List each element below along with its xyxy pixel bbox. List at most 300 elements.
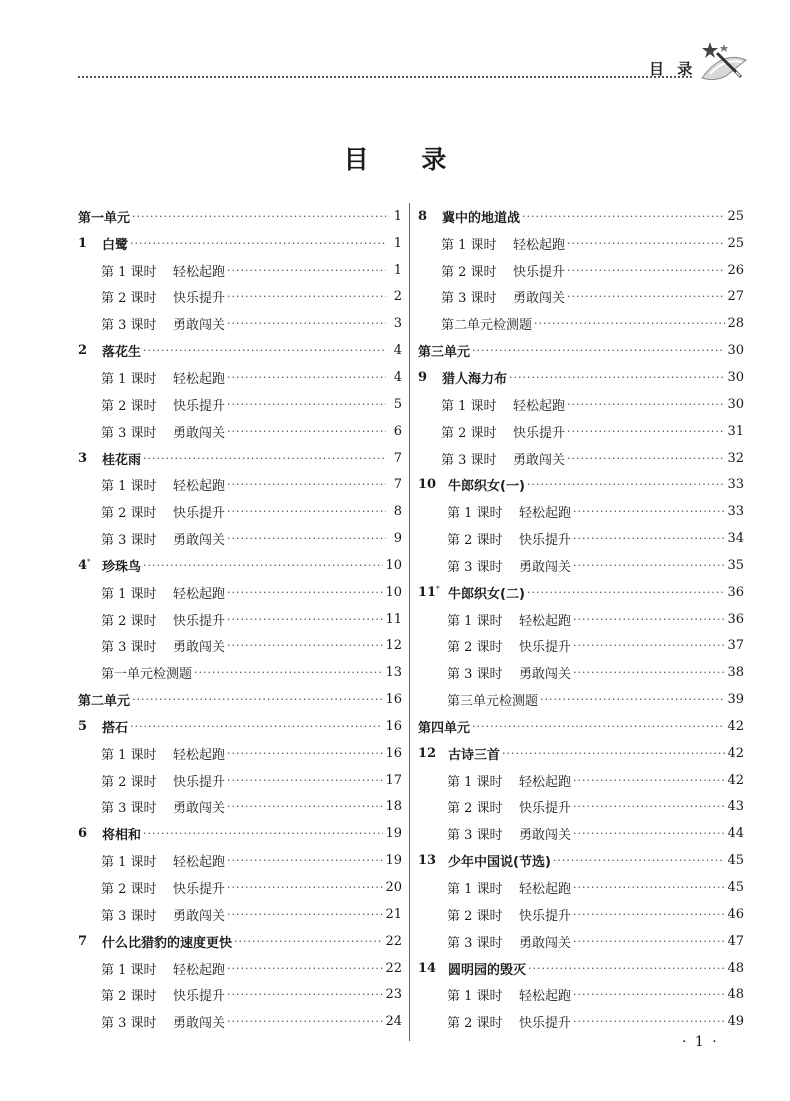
dot-leader [130,720,383,733]
toc-sub-row[interactable] [418,633,744,660]
page-ref: 30 [727,396,744,412]
dot-leader [534,317,725,330]
page-ref: 22 [385,960,402,976]
session-label: 第 3 课时 [101,1016,157,1032]
toc-sub-row[interactable] [78,471,402,498]
toc-lesson-row[interactable] [78,713,402,740]
page-ref: 2 [393,289,402,305]
page-ref: 11 [385,611,402,627]
dot-leader [227,371,386,384]
unit-title: 第四单元 [418,720,471,736]
toc-lesson-row[interactable] [418,364,744,391]
page-ref: 23 [385,987,402,1003]
session-title: 勇敢闯关 [519,935,572,951]
session-label: 第 3 课时 [101,318,157,334]
session-title: 勇敢闯关 [173,533,226,549]
lesson-title: 少年中国说(节选) [448,855,551,871]
optional-star-mark: * [87,557,91,566]
session-label: 第 2 课时 [447,533,503,549]
toc-entry-label [78,261,225,280]
lesson-title: 将相和 [102,828,142,844]
dot-leader [194,666,383,679]
session-label: 第 2 课时 [447,1016,503,1032]
toc-sub-row[interactable] [418,310,744,337]
session-title: 快乐提升 [519,640,572,656]
toc-unit-row[interactable] [418,337,744,364]
toc-sub-row[interactable] [418,981,744,1008]
page-ref: 22 [385,933,402,949]
dot-leader [234,935,383,948]
lesson-title: 冀中的地道战 [442,210,521,226]
session-label: 第 3 课时 [441,291,497,307]
session-label: 第 3 课时 [447,559,503,575]
dot-leader [227,881,383,894]
toc-entry-label [418,610,571,629]
toc-entry-label [78,663,192,682]
page-ref: 6 [393,423,402,439]
page-title: 目 录 [343,145,469,174]
page-ref: 10 [385,584,402,600]
session-title: 第二单元检测题 [441,318,533,334]
toc-sub-row[interactable] [418,606,744,633]
dot-leader [573,639,725,652]
page-ref: 33 [727,504,744,520]
session-label: 第 2 课时 [441,425,497,441]
session-label: 第 2 课时 [441,264,497,280]
page-ref: 16 [385,745,402,761]
lesson-title: 搭石 [102,720,129,736]
lesson-number: 10 [418,477,437,493]
toc-sub-row[interactable] [78,633,402,660]
dot-leader [472,344,725,357]
session-label: 第 1 课时 [101,747,157,763]
dot-leader [567,237,725,250]
dot-leader [227,800,383,813]
page-ref: 45 [727,880,744,896]
session-title: 轻松起跑 [513,237,566,253]
dot-leader [227,639,383,652]
toc-entry-label [78,905,225,924]
toc-lesson-row[interactable] [418,579,744,606]
lesson-number: 5 [78,718,88,734]
lesson-title: 珍珠鸟 [102,559,142,575]
toc-entry-label [78,878,225,897]
session-title: 勇敢闯关 [513,291,566,307]
lesson-title: 古诗三首 [448,747,501,763]
toc-sub-row[interactable] [418,257,744,284]
session-label: 第 2 课时 [101,291,157,307]
toc-entry-label [418,449,565,468]
toc-sub-row[interactable] [418,820,744,847]
session-label: 第 1 课时 [101,855,157,871]
toc-sub-row[interactable] [418,498,744,525]
toc-entry-label [78,610,225,629]
toc-sub-row[interactable] [418,767,744,794]
session-label: 第 3 课时 [101,640,157,656]
session-label: 第 1 课时 [101,586,157,602]
dot-leader [143,559,383,572]
page-ref: 36 [727,584,744,600]
toc-sub-row[interactable] [78,418,402,445]
dot-leader [573,774,725,787]
toc-entry-label [78,690,130,709]
toc-lesson-row[interactable] [418,740,744,767]
toc-entry-label [418,985,571,1004]
session-title: 第三单元检测题 [447,694,539,710]
lesson-title: 圆明园的毁灭 [448,962,527,978]
toc-entry-label [78,556,141,575]
lesson-title: 落花生 [102,345,142,361]
toc-sub-row[interactable] [78,740,402,767]
toc-entry-label [78,744,225,763]
page-ref: 4 [393,343,402,359]
toc-sub-row[interactable] [78,525,402,552]
session-title: 勇敢闯关 [173,640,226,656]
page-ref: 16 [385,718,402,734]
page-ref: 17 [385,772,402,788]
session-title: 轻松起跑 [173,371,226,387]
session-label: 第 1 课时 [447,882,503,898]
page-ref: 1 [393,208,402,224]
session-title: 轻松起跑 [519,774,572,790]
session-label: 第 3 课时 [101,425,157,441]
session-title: 快乐提升 [513,264,566,280]
dot-leader [227,854,383,867]
page-ref: 21 [385,906,402,922]
session-title: 勇敢闯关 [513,452,566,468]
toc-sub-row[interactable] [418,525,744,552]
session-title: 第一单元检测题 [101,667,193,683]
page-ref: 46 [727,906,744,922]
page-ref: 27 [727,289,744,305]
page-ref: 42 [727,772,744,788]
page-ref: 8 [393,504,402,520]
dot-leader [573,800,725,813]
toc-sub-row[interactable] [418,686,744,713]
column-divider [409,203,410,1041]
dot-leader [227,478,386,491]
session-title: 快乐提升 [173,882,226,898]
session-label: 第 1 课时 [101,479,157,495]
session-title: 轻松起跑 [519,882,572,898]
dot-leader [567,425,725,438]
dot-leader [522,210,725,223]
toc-entry-label [418,234,565,253]
toc-entry-label [418,959,526,978]
session-label: 第 1 课时 [447,989,503,1005]
page-ref: 10 [385,557,402,573]
toc-entry-label [418,368,507,387]
session-label: 第 1 课时 [447,506,503,522]
dot-leader [573,881,725,894]
dot-leader [227,264,386,277]
toc-lesson-row[interactable] [78,337,402,364]
page-ref: 1 [393,262,402,278]
lesson-number: 6 [78,826,88,842]
toc-entry-label [418,663,571,682]
dot-leader [143,452,386,465]
session-label: 第 3 课时 [101,533,157,549]
toc-entry-label [78,717,128,736]
toc-sub-row[interactable] [78,579,402,606]
unit-title: 第三单元 [418,345,471,361]
dot-leader [227,317,386,330]
page-ref: 16 [385,692,402,708]
toc-entry-label [78,502,225,521]
page-ref: 25 [727,235,744,251]
session-title: 勇敢闯关 [173,1016,226,1032]
page-ref: 12 [385,638,402,654]
session-title: 快乐提升 [519,801,572,817]
page-ref: 39 [727,692,744,708]
session-title: 轻松起跑 [519,506,572,522]
toc-entry-label [78,207,130,226]
toc-sub-row[interactable] [78,364,402,391]
page-ref: 43 [727,799,744,815]
toc-entry-label [78,959,225,978]
toc-entry-label [78,771,225,790]
toc-sub-row[interactable] [418,445,744,472]
session-label: 第 1 课时 [447,613,503,629]
session-title: 勇敢闯关 [519,828,572,844]
dot-leader [227,425,386,438]
toc-entry-label [418,878,571,897]
lesson-number: 1 [78,235,88,251]
header-dotted-rule [78,76,692,78]
session-label: 第 3 课时 [101,908,157,924]
toc-sub-row[interactable] [78,1008,402,1035]
session-title: 快乐提升 [173,398,226,414]
page-ref: 33 [727,477,744,493]
dot-leader [573,988,725,1001]
toc-sub-row[interactable] [418,552,744,579]
toc-entry-label [418,717,470,736]
page-ref: 45 [727,853,744,869]
page-ref: 30 [727,369,744,385]
session-title: 快乐提升 [173,613,226,629]
toc-sub-row[interactable] [78,498,402,525]
toc-entry-label [418,395,565,414]
lesson-title: 猎人海力布 [442,371,508,387]
toc-sub-row[interactable] [78,794,402,821]
session-label: 第 3 课时 [447,667,503,683]
toc-sub-row[interactable] [78,391,402,418]
toc-entry-label [418,851,551,870]
toc-entry-label [418,422,565,441]
page-ref: 3 [393,316,402,332]
toc-lesson-row[interactable] [418,847,744,874]
dot-leader [227,988,383,1001]
session-title: 快乐提升 [173,989,226,1005]
page-ref: 18 [385,799,402,815]
session-label: 第 2 课时 [101,613,157,629]
toc-sub-row[interactable] [78,284,402,311]
dot-leader [227,586,383,599]
toc-lesson-row[interactable] [418,471,744,498]
toc-sub-row[interactable] [418,418,744,445]
toc-sub-row[interactable] [418,794,744,821]
session-label: 第 3 课时 [101,801,157,817]
dot-leader [573,827,725,840]
session-label: 第 2 课时 [447,908,503,924]
lesson-number: 7 [78,933,88,949]
lesson-number: 2 [78,343,88,359]
toc-sub-row[interactable] [78,310,402,337]
toc-lesson-row[interactable] [78,928,402,955]
toc-sub-row[interactable] [78,847,402,874]
optional-star-mark: * [436,584,440,593]
toc-entry-label [78,932,232,951]
toc-entry-label [418,1012,571,1031]
toc-sub-row[interactable] [78,955,402,982]
toc-entry-label [418,502,571,521]
page-ref: 20 [385,880,402,896]
toc-sub-row[interactable] [418,1008,744,1035]
session-label: 第 1 课时 [101,264,157,280]
session-title: 轻松起跑 [173,586,226,602]
session-label: 第 1 课时 [441,237,497,253]
toc-lesson-row[interactable] [78,552,402,579]
toc-sub-row[interactable] [78,257,402,284]
session-title: 轻松起跑 [519,989,572,1005]
toc-sub-row[interactable] [418,230,744,257]
session-label: 第 2 课时 [101,989,157,1005]
toc-sub-row[interactable] [418,874,744,901]
session-title: 轻松起跑 [173,264,226,280]
lesson-number: 4* [78,557,91,573]
session-title: 快乐提升 [519,1016,572,1032]
toc-entry-label [418,797,571,816]
toc-sub-row[interactable] [418,391,744,418]
session-title: 勇敢闯关 [519,559,572,575]
toc-lesson-row[interactable] [418,955,744,982]
lesson-number: 3 [78,450,88,466]
session-title: 勇敢闯关 [173,318,226,334]
page-ref: 38 [727,665,744,681]
toc-unit-row[interactable] [78,203,402,230]
session-title: 快乐提升 [173,774,226,790]
toc-lesson-row[interactable] [78,445,402,472]
toc-lesson-row[interactable] [418,203,744,230]
dot-leader [132,693,383,706]
page-ref: 32 [727,450,744,466]
dot-leader [227,774,383,787]
toc-entry-label [418,905,571,924]
toc-unit-row[interactable] [78,686,402,713]
page-ref: 4 [393,369,402,385]
page-ref: 19 [385,826,402,842]
dot-leader [567,290,725,303]
page-ref: 9 [393,531,402,547]
session-label: 第 3 课时 [447,935,503,951]
dot-leader [143,827,383,840]
dot-leader [227,532,386,545]
dot-leader [227,398,386,411]
page-ref: 49 [727,1014,744,1030]
page-ref: 24 [385,1014,402,1030]
toc-sub-row[interactable] [418,928,744,955]
dot-leader [573,1015,725,1028]
toc-entry-label [418,287,565,306]
toc-sub-row[interactable] [78,874,402,901]
lesson-number: 8 [418,208,428,224]
toc-sub-row[interactable] [78,901,402,928]
session-title: 快乐提升 [173,291,226,307]
dot-leader [502,747,725,760]
toc-entry-label [78,1012,225,1031]
dot-leader [472,720,725,733]
session-label: 第 2 课时 [447,640,503,656]
toc-sub-row[interactable] [78,659,402,686]
page-ref: 25 [727,208,744,224]
dot-leader [573,935,725,948]
toc-entry-label [418,341,470,360]
dot-leader [553,854,726,867]
session-label: 第 3 课时 [441,452,497,468]
session-title: 轻松起跑 [173,479,226,495]
toc-entry-label [418,636,571,655]
session-title: 勇敢闯关 [519,667,572,683]
toc-entry-label [418,207,520,226]
dot-leader [528,962,725,975]
lesson-number: 9 [418,369,428,385]
toc-unit-row[interactable] [418,713,744,740]
toc-right-column [418,203,744,1035]
page-ref: 30 [727,343,744,359]
session-title: 轻松起跑 [173,747,226,763]
toc-sub-row[interactable] [78,606,402,633]
lesson-title: 牛郎织女(一) [448,479,525,495]
page-ref: 48 [727,987,744,1003]
toc-entry-label [78,234,128,253]
page-ref: 5 [393,396,402,412]
toc-entry-label [418,314,532,333]
toc-sub-row[interactable] [418,284,744,311]
toc-lesson-row[interactable] [78,820,402,847]
session-label: 第 1 课时 [447,774,503,790]
dot-leader [567,264,725,277]
toc-entry-label [78,475,225,494]
dot-leader [227,505,386,518]
toc-entry-label [418,744,500,763]
toc-entry-label [78,583,225,602]
toc-sub-row[interactable] [418,659,744,686]
dot-leader [540,693,725,706]
page-ref: 31 [727,423,744,439]
toc-left-column [78,203,402,1035]
toc-sub-row[interactable] [78,767,402,794]
toc-sub-row[interactable] [78,981,402,1008]
toc-entry-label [418,529,571,548]
toc-entry-label [78,314,225,333]
lesson-title: 白鹭 [102,237,129,253]
session-title: 勇敢闯关 [173,801,226,817]
page-ref: 34 [727,531,744,547]
running-header-label: 目 录 [649,60,697,78]
toc-sub-row[interactable] [418,901,744,928]
session-label: 第 1 课时 [101,371,157,387]
session-title: 快乐提升 [519,908,572,924]
toc-lesson-row[interactable] [78,230,402,257]
session-title: 轻松起跑 [173,962,226,978]
session-title: 快乐提升 [173,506,226,522]
toc-entry-label [78,529,225,548]
page-number: · 1 · [682,1034,719,1050]
toc-entry-label [78,395,225,414]
lesson-number: 12 [418,745,437,761]
page-ref: 13 [385,665,402,681]
page-ref: 28 [727,316,744,332]
